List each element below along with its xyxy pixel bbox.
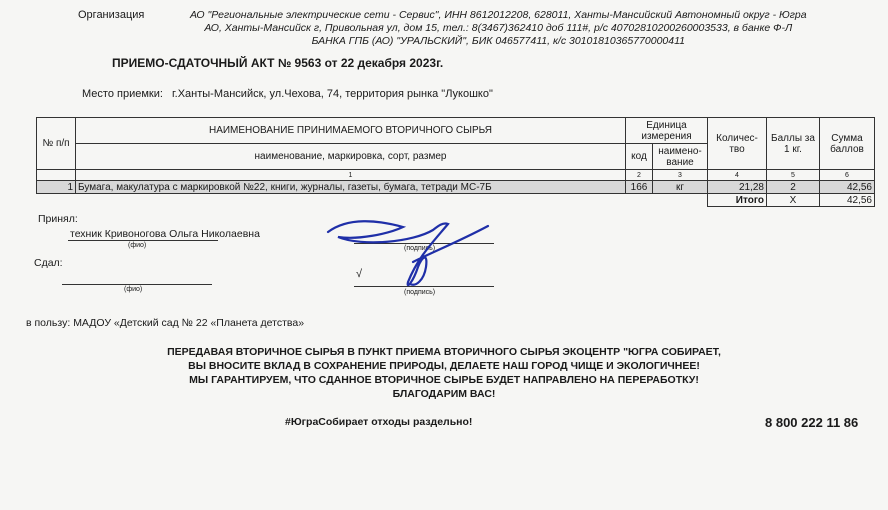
num-cell — [37, 170, 76, 181]
num-cell: 5 — [767, 170, 820, 181]
table-row — [37, 181, 875, 194]
fio-line — [68, 240, 218, 241]
org-label: Организация — [78, 9, 145, 21]
row-no: 1 — [37, 181, 76, 194]
place-value: г.Ханты-Мансийск, ул.Чехова, 74, территория рынка "Лукошко" — [171, 88, 493, 100]
place-of-acceptance — [82, 88, 493, 100]
phone-number: 8 800 222 11 86 — [765, 415, 859, 430]
check-mark: √ — [356, 268, 363, 280]
row-qty: 21,28 — [708, 181, 767, 194]
row-unit: кг — [653, 181, 708, 194]
col-header-name-sub: наименование, маркировка, сорт, размер — [76, 144, 626, 170]
message-line: ВЫ ВНОСИТЕ ВКЛАД В СОХРАНЕНИЕ ПРИРОДЫ, ДЕЛАЕТЕ НАШ ГОРОД ЧИЩЕ И ЭКОЛОГИЧНЕЕ! — [188, 360, 700, 372]
num-cell: 4 — [708, 170, 767, 181]
col-header-no: № п/п — [37, 118, 76, 170]
row-name: Бумага, макулатура с маркировкой №22, книги, журналы, газеты, бумага, тетради МС-7Б — [76, 181, 626, 194]
hashtag: #ЮграСобирает отходы раздельно! — [285, 416, 473, 428]
fio-caption: (фио) — [124, 286, 143, 293]
total-sum: 42,56 — [820, 194, 875, 207]
handwritten-signature — [318, 212, 498, 302]
benefit — [26, 317, 304, 329]
eco-message — [0, 345, 888, 401]
message-line: МЫ ГАРАНТИРУЕМ, ЧТО СДАННОЕ ВТОРИЧНОЕ СЫРЬЕ БУДЕТ НАПРАВЛЕНО НА ПЕРЕРАБОТКУ! — [189, 374, 699, 386]
col-header-qty: Количес-тво — [708, 118, 767, 170]
num-cell: 2 — [626, 170, 653, 181]
org-line: АО "Региональные электрические сети - Сервис", ИНН 8612012208, 628011, Ханты-Мансийский Автономный округ - Югра — [190, 9, 807, 21]
total-points: X — [767, 194, 820, 207]
org-details — [190, 9, 807, 48]
signature-caption: (подпись) — [404, 289, 436, 296]
accepted-label: Принял: — [38, 213, 78, 225]
row-code: 166 — [626, 181, 653, 194]
materials-table — [36, 117, 875, 207]
col-header-unit-code: код — [626, 144, 653, 170]
message-line: БЛАГОДАРИМ ВАС! — [392, 388, 496, 400]
row-sum: 42,56 — [820, 181, 875, 194]
num-cell: 1 — [76, 170, 626, 181]
num-cell: 3 — [653, 170, 708, 181]
benefit-label: в пользу: — [26, 317, 71, 329]
total-label: Итого — [708, 194, 767, 207]
col-header-unit-name: наимено-вание — [653, 144, 708, 170]
org-line: АО, Ханты-Мансийск г, Привольная ул, дом 15, тел.: 8(3467)362410 доб 111#, р/с 40702810200260003533, в банке Ф-Л — [204, 22, 793, 34]
accepted-name: техник Кривоногова Ольга Николаевна — [70, 228, 260, 240]
col-header-name: НАИМЕНОВАНИЕ ПРИНИМАЕМОГО ВТОРИЧНОГО СЫРЬЯ — [76, 118, 626, 144]
col-header-points: Баллы за 1 кг. — [767, 118, 820, 170]
signature-caption: (подпись) — [404, 245, 436, 252]
total-row — [37, 194, 875, 207]
benefit-value: МАДОУ «Детский сад № 22 «Планета детства» — [73, 317, 305, 329]
handed-label: Сдал: — [34, 257, 63, 269]
row-points: 2 — [767, 181, 820, 194]
fio-caption: (фио) — [128, 242, 147, 249]
col-header-unit: Единица измерения — [626, 118, 708, 144]
message-line: ПЕРЕДАВАЯ ВТОРИЧНОЕ СЫРЬЯ В ПУНКТ ПРИЕМА ВТОРИЧНОГО СЫРЬЯ ЭКОЦЕНТР "ЮГРА СОБИРАЕТ, — [167, 346, 721, 358]
act-title: ПРИЕМО-СДАТОЧНЫЙ АКТ № 9563 от 22 декабря 2023г. — [112, 56, 444, 70]
num-cell: 6 — [820, 170, 875, 181]
col-header-sum: Сумма баллов — [820, 118, 875, 170]
org-line: БАНКА ГПБ (АО) "УРАЛЬСКИЙ", БИК 046577411, к/с 30101810365770000411 — [311, 35, 685, 47]
fio-line — [62, 284, 212, 285]
place-label: Место приемки: — [82, 88, 163, 100]
